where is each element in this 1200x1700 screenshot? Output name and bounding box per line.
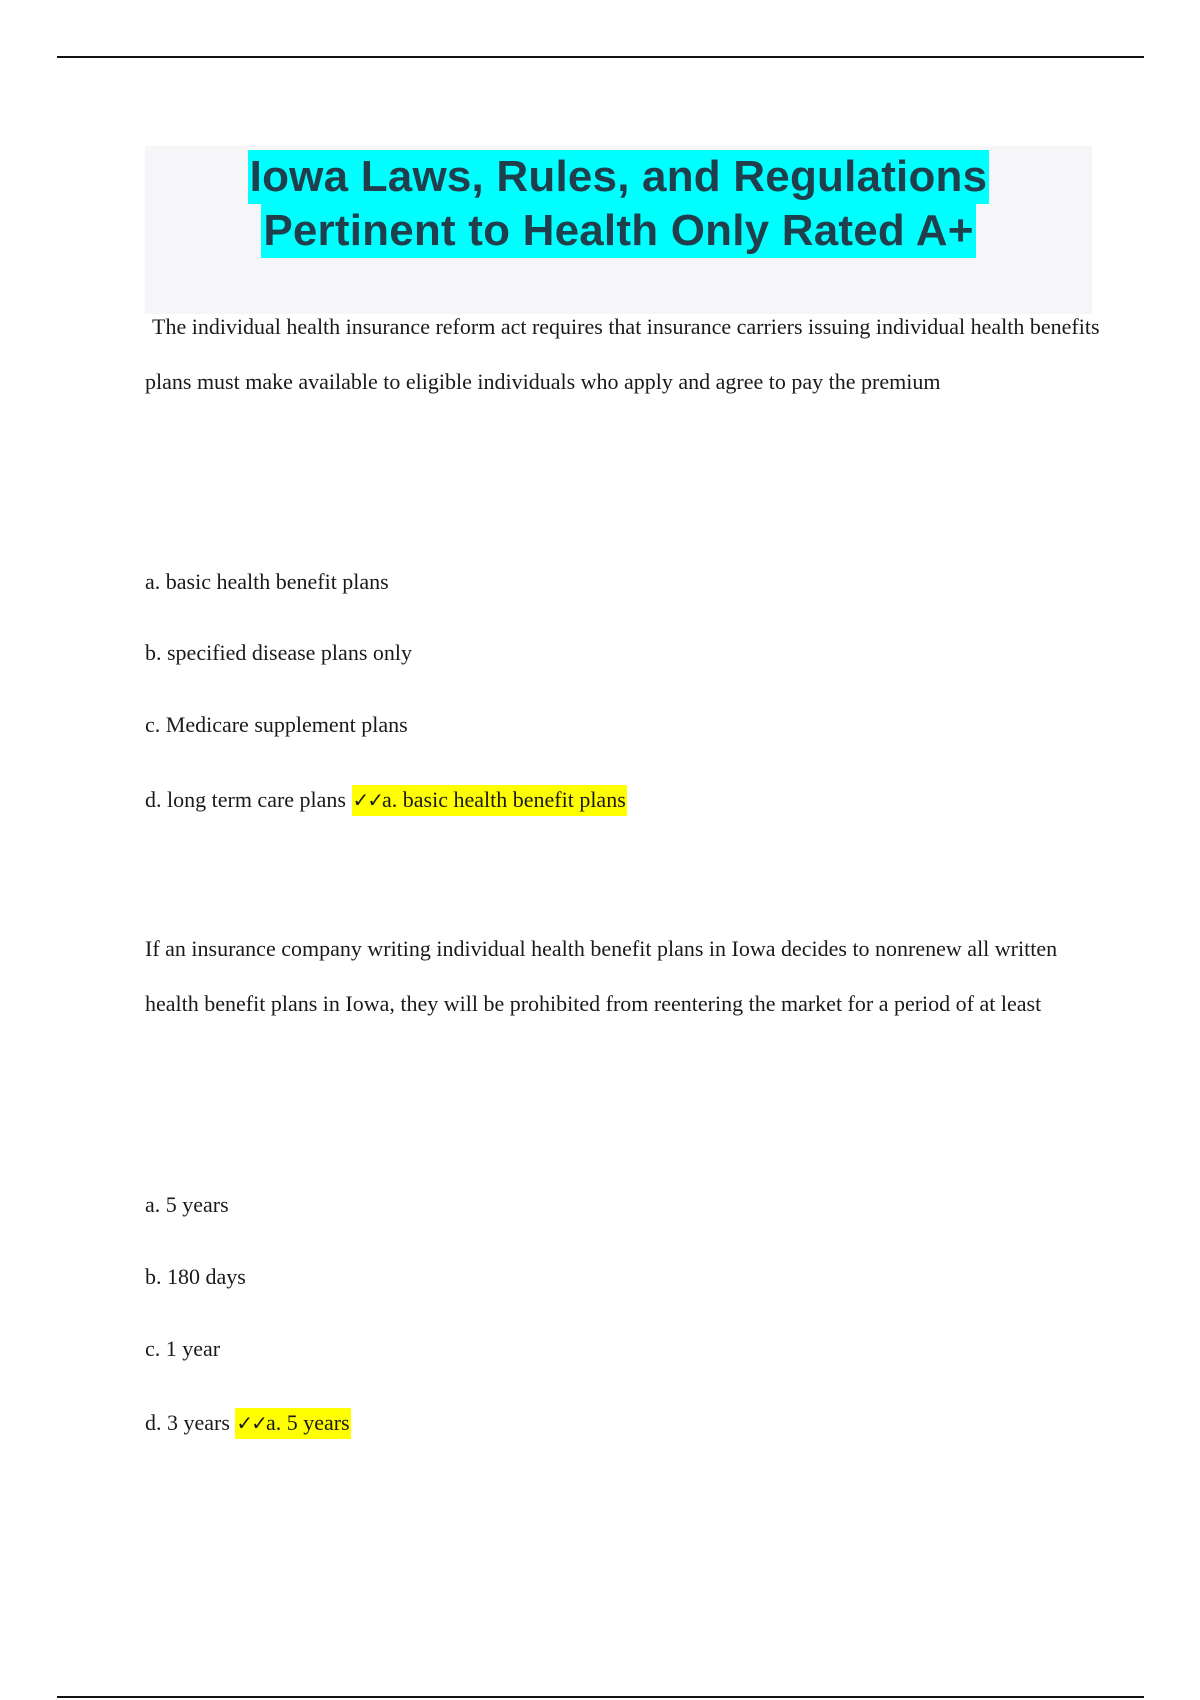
question-1-answer-highlight: [352, 785, 627, 816]
top-rule: [57, 56, 1144, 58]
question-2-text: If an insurance company writing individual health benefit plans in Iowa decides to nonrenew all written health benefit plans in Iowa, they will be prohibited from reentering the market for a period of at least: [145, 936, 1058, 1016]
document-title-line-1: Iowa Laws, Rules, and Regulations: [248, 150, 990, 204]
question-2-answer: a. 5 years: [265, 1410, 350, 1435]
question-1-text: The individual health insurance reform act requires that insurance carriers issuing individual health benefits plans must make available to eligible individuals who apply and agree to pay the premium: [145, 314, 1100, 394]
question-2-option-a: a. 5 years: [145, 1192, 229, 1217]
question-1-answer: a. basic health benefit plans: [382, 787, 626, 812]
question-2-option-d: d. 3 years: [145, 1410, 230, 1435]
title-banner: [145, 146, 1092, 314]
question-2-option-c: c. 1 year: [145, 1336, 221, 1361]
question-1-option-d: d. long term care plans: [145, 787, 346, 812]
question-2-option-d-row: [145, 1408, 351, 1438]
bottom-rule: [57, 1696, 1144, 1698]
question-1-option-c: c. Medicare supplement plans: [145, 712, 408, 737]
check-mark-icon: ✓✓: [352, 788, 383, 812]
question-1-option-d-row: [145, 785, 627, 815]
question-1-option-b: b. specified disease plans only: [145, 640, 412, 665]
check-mark-icon: ✓✓: [236, 1411, 266, 1435]
question-2-option-b: b. 180 days: [145, 1264, 246, 1289]
question-2-answer-highlight: [235, 1408, 350, 1439]
question-1-option-a: a. basic health benefit plans: [145, 569, 389, 594]
document-title-line-2: Pertinent to Health Only Rated A+: [261, 204, 975, 258]
